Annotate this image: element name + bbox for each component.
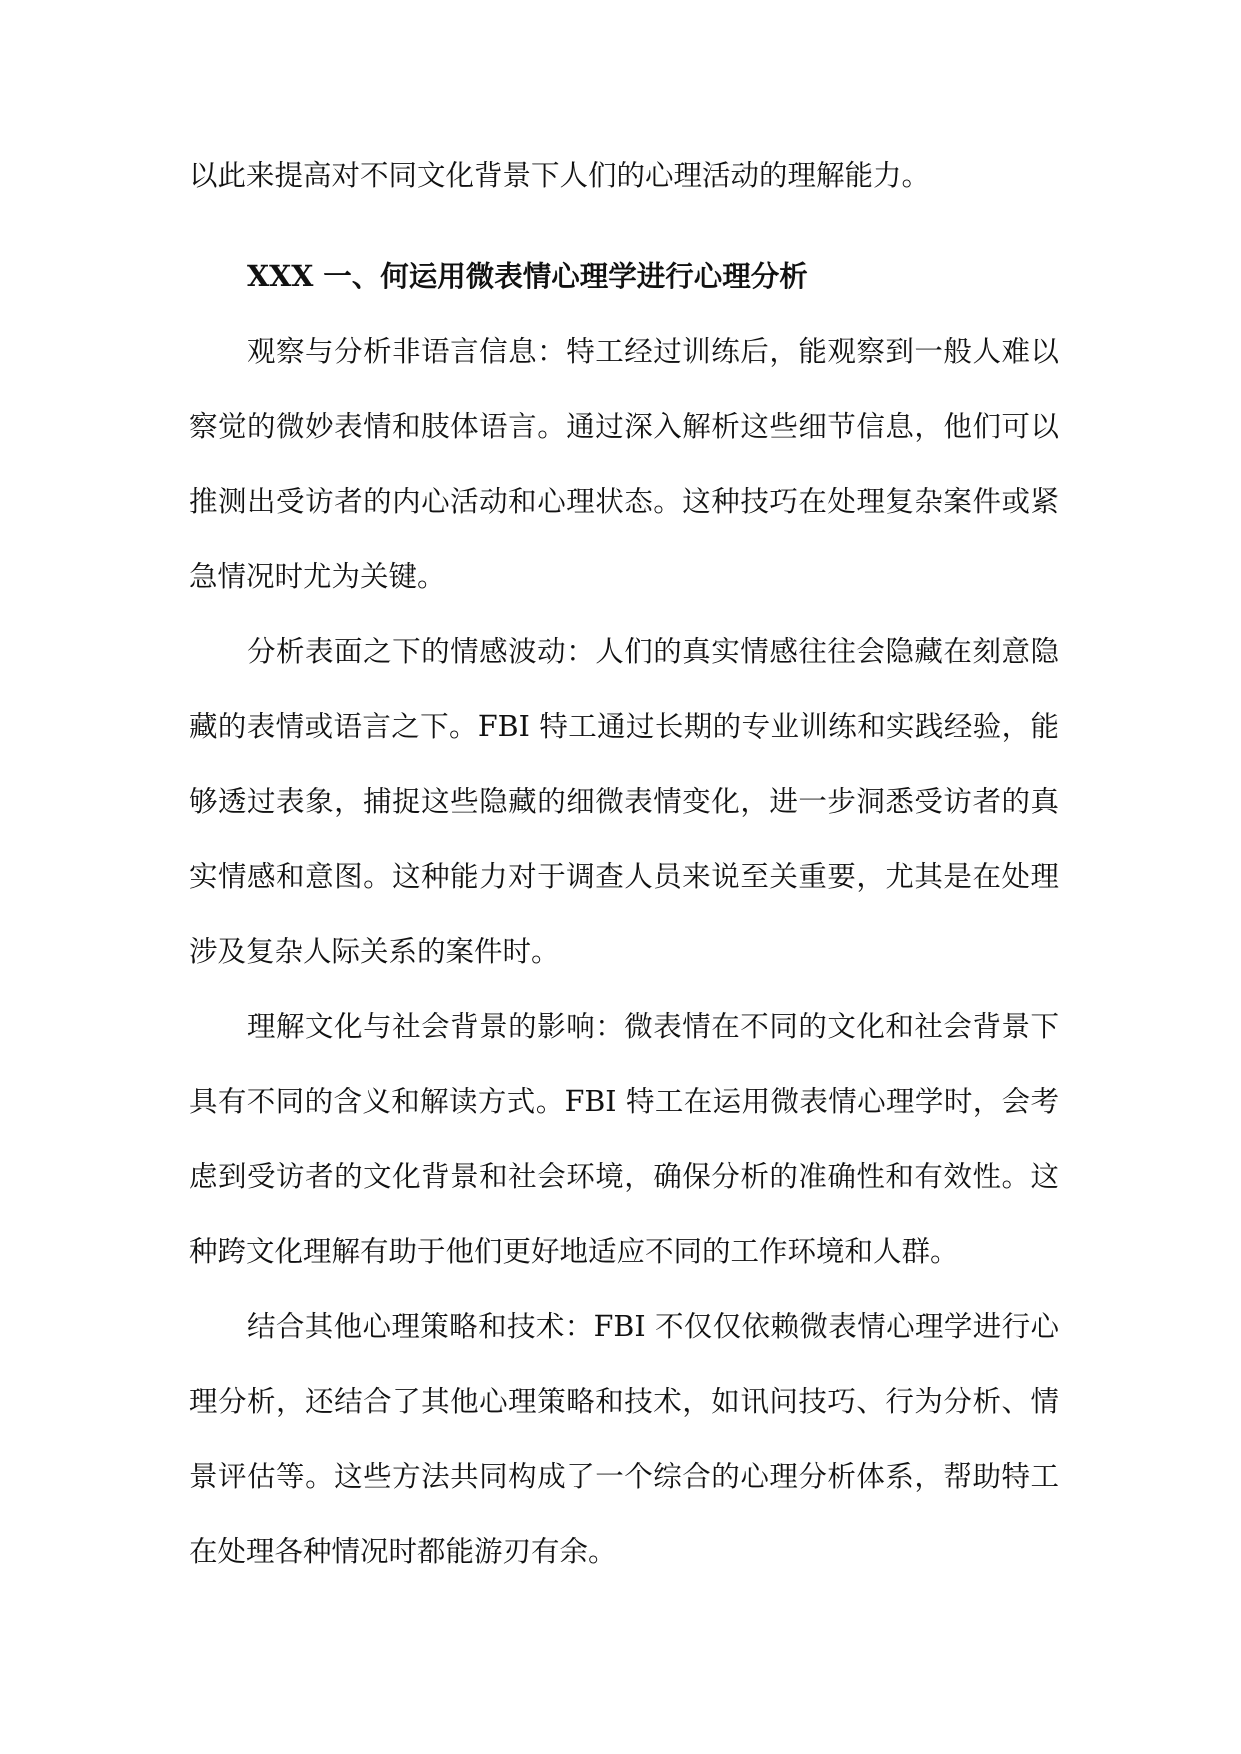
paragraph-nonverbal-observation: 观察与分析非语言信息：特工经过训练后，能观察到一般人难以察觉的微妙表情和肢体语言。通过深入解析这些细节信息，他们可以推测出受访者的内心活动和心理状态。这种技巧在处理复杂案件或紧急情况时尤为关键。 — [189, 335, 1059, 593]
paragraph-cultural-background: 理解文化与社会背景的影响：微表情在不同的文化和社会背景下具有不同的含义和解读方式。FBI 特工在运用微表情心理学时，会考虑到受访者的文化背景和社会环境，确保分析的准确性和有效性。这种跨文化理解有助于他们更好地适应不同的工作环境和人群。 — [189, 1010, 1059, 1268]
section-heading: XXX 一、何运用微表情心理学进行心理分析 — [247, 259, 808, 293]
paragraph-emotional-fluctuation: 分析表面之下的情感波动：人们的真实情感往往会隐藏在刻意隐藏的表情或语言之下。FBI 特工通过长期的专业训练和实践经验，能够透过表象，捕捉这些隐藏的细微表情变化，进一步洞悉受访者的真实情感和意图。这种能力对于调查人员来说至关重要，尤其是在处理涉及复杂人际关系的案件时。 — [189, 635, 1059, 968]
document-body — [189, 138, 1059, 1589]
paragraph-combined-strategies: 结合其他心理策略和技术：FBI 不仅仅依赖微表情心理学进行心理分析，还结合了其他心理策略和技术，如讯问技巧、行为分析、情景评估等。这些方法共同构成了一个综合的心理分析体系，帮助特工在处理各种情况时都能游刃有余。 — [189, 1310, 1059, 1568]
intro-paragraph-tail: 以此来提高对不同文化背景下人们的心理活动的理解能力。 — [189, 159, 931, 192]
